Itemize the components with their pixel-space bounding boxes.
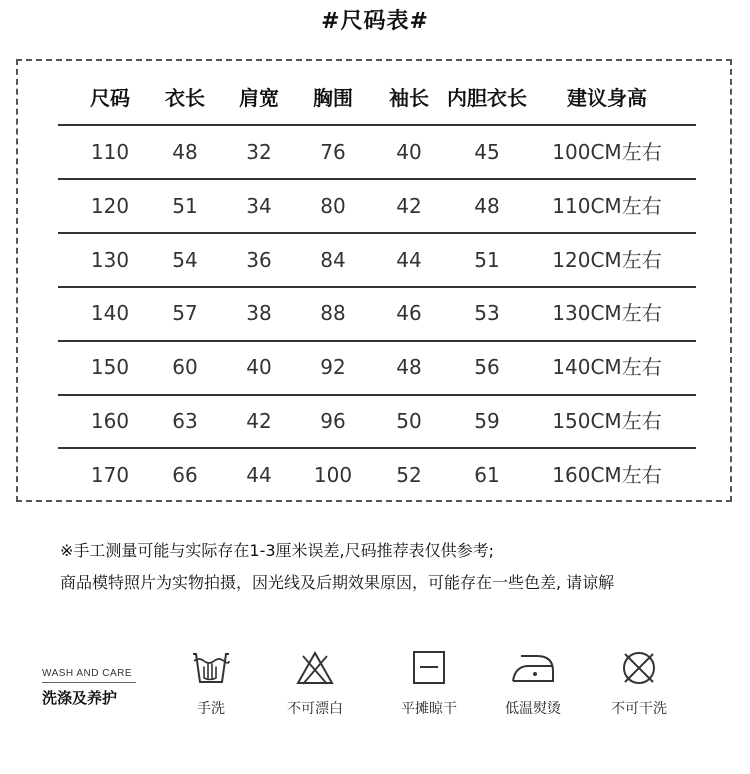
table-cell: 34 [246, 193, 272, 218]
table-cell: 59 [474, 409, 500, 433]
column-header: 袖长 [389, 86, 429, 110]
table-cell: 60 [172, 355, 198, 380]
table-cell: 38 [246, 301, 272, 326]
table-cell: 120 [90, 193, 130, 218]
table-cell: 42 [396, 193, 422, 218]
table-cell: 63 [172, 409, 198, 433]
care-item-no-dry-clean [594, 650, 684, 718]
table-row [58, 341, 696, 393]
note-color-difference: 商品模特照片为实物拍摄，因光线及后期效果原因，可能存在一些色差, 请谅解 [60, 573, 615, 592]
table-cell: 66 [172, 462, 198, 487]
table-row [58, 180, 696, 232]
table-cell: 52 [396, 462, 422, 487]
page-title: #尺码表# [321, 9, 429, 34]
table-cell: 54 [172, 247, 198, 272]
table-cell: 50 [396, 409, 422, 433]
care-heading [42, 668, 142, 708]
table-cell: 160CM左右 [552, 462, 662, 487]
table-cell: 36 [246, 247, 272, 272]
table-cell: 45 [474, 140, 500, 164]
care-label-dry-flat: 平摊晾干 [401, 701, 457, 717]
table-cell: 100 [313, 462, 353, 487]
column-header: 建议身高 [567, 86, 647, 110]
table-cell: 40 [396, 140, 422, 164]
table-cell: 46 [396, 301, 422, 326]
care-item-hand-wash [166, 650, 256, 718]
table-row [58, 395, 696, 447]
table-header-row [58, 72, 696, 124]
table-cell: 150CM左右 [552, 409, 662, 433]
column-header: 尺码 [90, 86, 130, 110]
table-cell: 48 [172, 140, 198, 164]
table-cell: 53 [474, 301, 500, 326]
table-cell: 100CM左右 [552, 140, 662, 164]
care-label-low-iron: 低温熨烫 [505, 701, 561, 717]
table-cell: 80 [320, 193, 346, 218]
table-cell: 42 [246, 409, 272, 433]
table-cell: 56 [474, 355, 500, 380]
care-item-dry-flat [384, 650, 474, 718]
no-dry-clean-icon [619, 650, 659, 686]
table-cell: 48 [396, 355, 422, 380]
dry-flat-icon [409, 650, 449, 686]
care-label-hand-wash: 手洗 [197, 701, 225, 717]
care-label-no-bleach: 不可漂白 [287, 701, 343, 717]
hand-wash-icon [191, 650, 231, 686]
table-cell: 51 [474, 247, 500, 272]
table-cell: 110CM左右 [552, 193, 662, 218]
table-cell: 96 [320, 409, 346, 433]
table-cell: 150 [90, 355, 130, 380]
table-cell: 88 [320, 301, 346, 326]
care-heading-cn: 洗涤及养护 [42, 689, 118, 707]
table-cell: 40 [246, 355, 272, 380]
table-cell: 110 [90, 140, 130, 164]
table-cell: 51 [172, 193, 198, 218]
table-cell: 120CM左右 [552, 247, 662, 272]
care-heading-en: WASH AND CARE [42, 668, 136, 683]
table-cell: 48 [474, 193, 500, 218]
column-header: 胸围 [313, 86, 353, 110]
table-cell: 44 [396, 247, 422, 272]
care-label-no-dry-clean: 不可干洗 [611, 701, 667, 717]
table-cell: 130 [90, 247, 130, 272]
table-row [58, 449, 696, 501]
table-row [58, 126, 696, 178]
low-iron-icon [509, 650, 557, 686]
notes [60, 535, 614, 599]
care-item-low-iron [488, 650, 578, 718]
table-cell: 160 [90, 409, 130, 433]
column-header: 衣长 [165, 86, 205, 110]
note-measurement: ※手工测量可能与实际存在1-3厘米误差,尺码推荐表仅供参考; [60, 541, 495, 560]
table-cell: 84 [320, 247, 346, 272]
table-cell: 140 [90, 301, 130, 326]
table-cell: 130CM左右 [552, 301, 662, 326]
table-cell: 32 [246, 140, 272, 164]
care-item-no-bleach [270, 650, 360, 718]
table-row [58, 287, 696, 339]
column-header: 内胆衣长 [447, 86, 527, 110]
table-cell: 170 [90, 462, 130, 487]
table-cell: 76 [320, 140, 346, 164]
column-header: 肩宽 [239, 86, 279, 110]
table-cell: 92 [320, 355, 346, 380]
table-cell: 61 [474, 462, 500, 487]
no-bleach-icon [295, 650, 335, 686]
table-row [58, 234, 696, 286]
table-cell: 140CM左右 [552, 355, 662, 380]
table-cell: 44 [246, 462, 272, 487]
table-cell: 57 [172, 301, 198, 326]
